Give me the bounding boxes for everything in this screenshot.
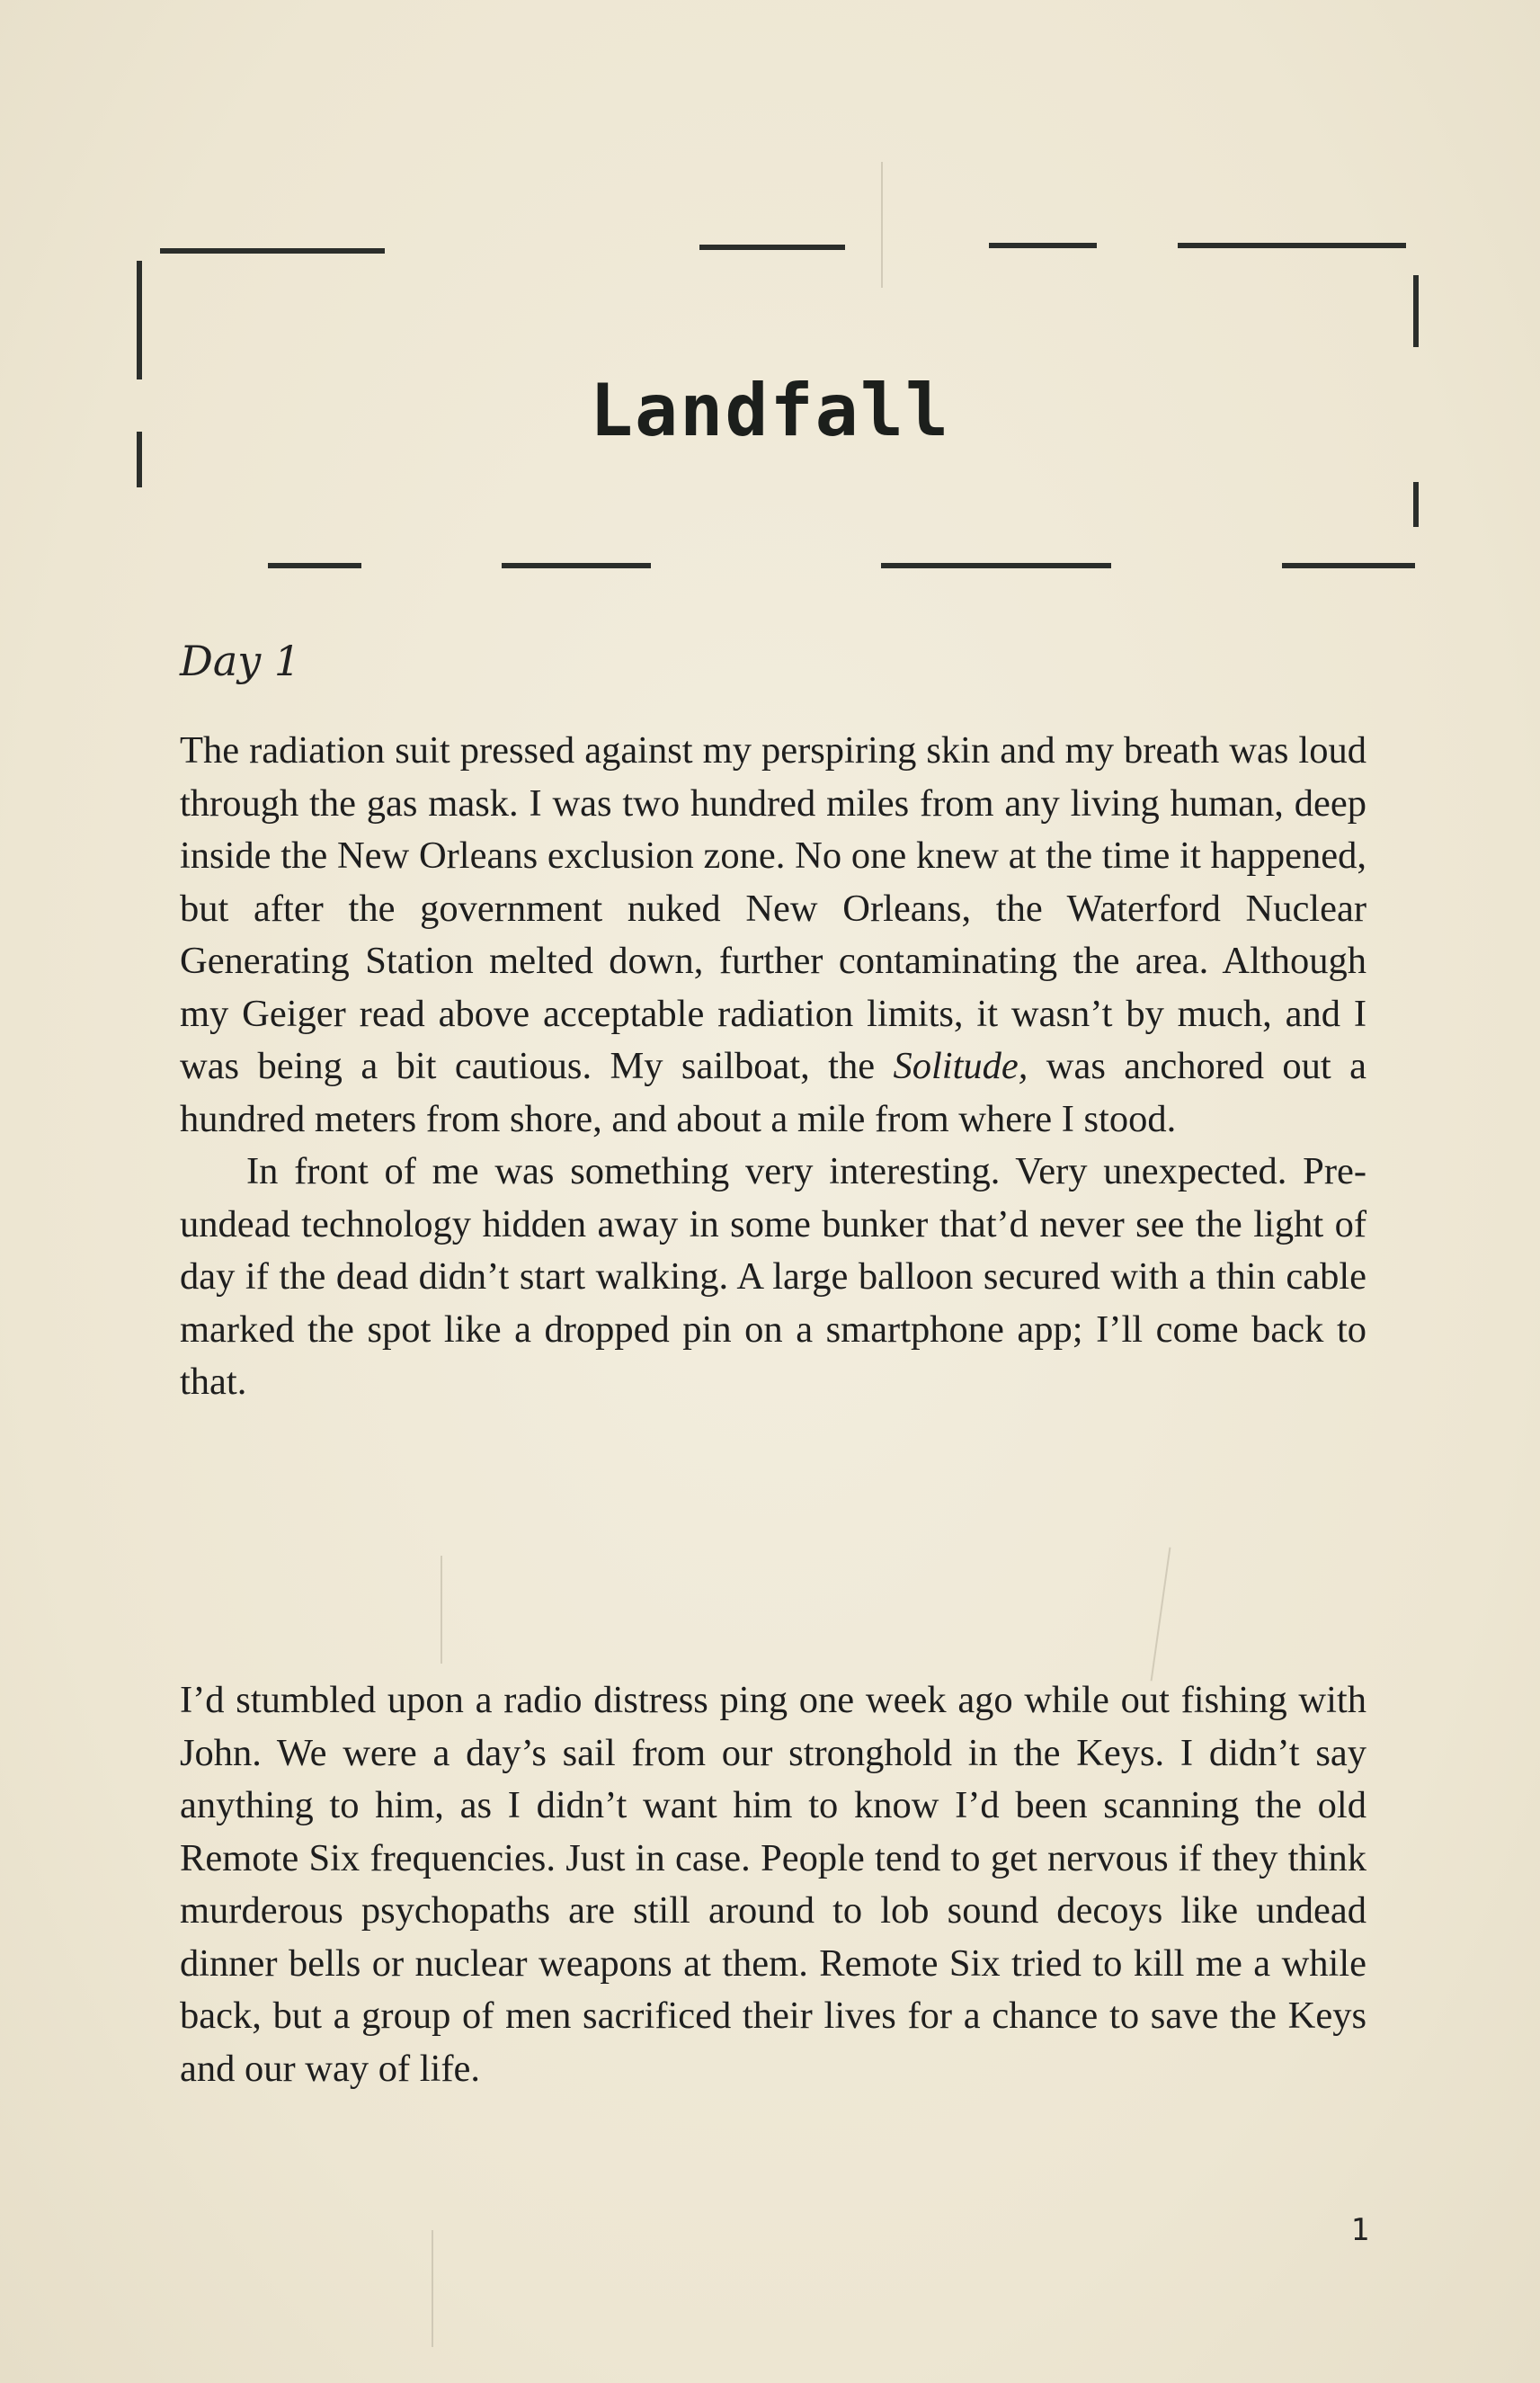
boat-name: Solitude, [893,1045,1028,1087]
section-2 [180,1674,1366,2095]
chapter-title: Landfall [589,369,951,452]
paragraph: In front of me was something very interesting. Very unexpected. Pre-undead technology hidden away in some bunker that’d never see the light of day if the dead didn’t start walking. A large balloon secured with a thin cable marked the spot like a dropped pin on a smartphone app; I’ll come back to that. [180,1150,1366,1403]
page-crease [432,2230,433,2347]
frame-right-tick [1413,275,1419,347]
frame-right-tick [1413,482,1419,527]
page-crease [441,1556,442,1664]
frame-bottom-dash [268,563,361,568]
paragraph [180,725,1366,1146]
frame-top-dash [699,245,845,250]
page-crease [881,162,883,288]
paragraph-text: was anchored out a hundred meters from shore, and about a mile from where I stood. [180,1045,1366,1140]
frame-top-dash [160,248,385,254]
paragraph: I’d stumbled upon a radio distress ping one week ago while out fishing with John. We were a day’s sail from our stronghold in the Keys. I didn’t say anything to him, as I didn’t want him to know I’d been scanning the old Remote Six frequencies. Just in case. People tend to get nervous if they think murderous psychopaths are still around to lob sound decoys like undead dinner bells or nuclear weapons at them. Remote Six tried to kill me a while back, but a group of men sacrificed their lives for a chance to save the Keys and our way of life. [180,1679,1366,2090]
frame-bottom-dash [881,563,1111,568]
frame-top-dash [1178,243,1406,248]
paragraph-text: The radiation suit pressed against my perspiring skin and my breath was loud through the gas mask. I was two hundred miles from any living human, deep inside the New Orleans exclusion zone. No one knew at the time it happened, but after the government nuked New Orleans, the Waterford Nuclear Generating Station melted down, further contaminating the area. Although my Geiger read above acceptable radiation limits, it wasn’t by much, and I was being a bit cautious. My sailboat, the [180,729,1366,1087]
page-number: 1 [1350,2212,1369,2248]
frame-bottom-dash [1282,563,1415,568]
section-1 [180,725,1366,1409]
frame-top-dash [989,243,1097,248]
day-label: Day 1 [180,637,301,685]
page-crease [1151,1548,1171,1682]
frame-bottom-dash [502,563,651,568]
frame-left-tick [137,261,142,379]
